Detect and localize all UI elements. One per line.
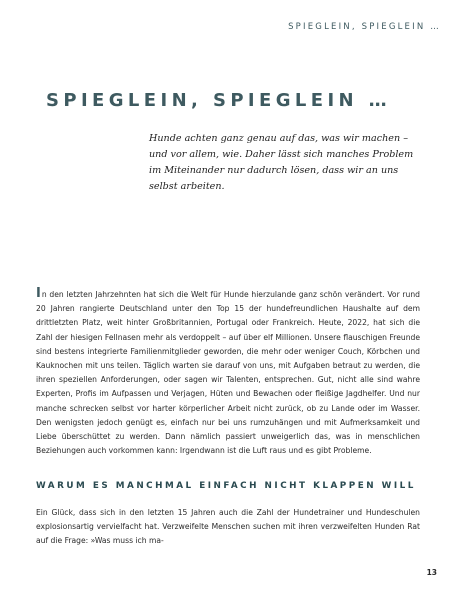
intro-text: n den letzten Jahrzehnten hat sich die Welt für Hunde hierzulande ganz schön verändert. Vor rund 20 Jahren rangierte Deutschland unter den Top 15 der hundefreundlichen Haushalte auf dem drittletzten Platz, weit hinter Großbritannien, Portugal oder Frankreich. Heute, 2022, hat sich die Zahl der hiesigen Fellnasen mehr als verdoppelt – auf über elf Millionen. Unsere flauschigen Freunde sind bestens integrierte Familienmitglieder geworden, die mehr oder weniger Couch, Körbchen und Kauknochen mit uns teilen. Täglich warten sie darauf von uns, mit Aufgaben betraut zu werden, die ihren speziellen Anforderungen, oder sagen wir Talenten, entsprechen. Gut, nicht alle sind wahre Experten, Profis im Aufpassen und Verjagen, Hüten und Bewachen oder fleißige Jagdhelfer. Und nur manche schrecken selbst vor harter körperlicher Arbeit nicht zurück, ob zu Lande oder im Wasser. Den wenigsten jedoch genügt es, einfach nur bei uns rumzuhängen und mit Aufmerksamkeit und Liebe überschüttet zu werden. Dann nämlich passiert unweigerlich das, was in menschlichen Beziehungen auch vorkommen kann: Irgendwann ist die Luft raus und es gibt Probleme. xyxy=(36,290,420,456)
drop-initial: I xyxy=(36,286,41,301)
section-heading: WARUM ES MANCHMAL EINFACH NICHT KLAPPEN WILL xyxy=(36,481,416,491)
intro-paragraph xyxy=(36,287,420,458)
page-number: 13 xyxy=(426,568,437,577)
chapter-title: SPIEGLEIN, SPIEGLEIN … xyxy=(46,90,392,111)
running-head: SPIEGLEIN, SPIEGLEIN … xyxy=(288,22,441,32)
section-paragraph: Ein Glück, dass sich in den letzten 15 Jahren auch die Zahl der Hundetrainer und Hundeschulen explosionsartig vervielfacht hat. Verzweifelte Menschen suchen mit ihren verzweifelten Hunden Rat auf die Frage: »Was muss ich ma- xyxy=(36,508,420,546)
lead-paragraph: Hunde achten ganz genau auf das, was wir machen – und vor allem, wie. Daher lässt sich manches Problem im Miteinander nur dadurch lösen, dass wir an uns selbst arbeiten. xyxy=(149,133,414,192)
